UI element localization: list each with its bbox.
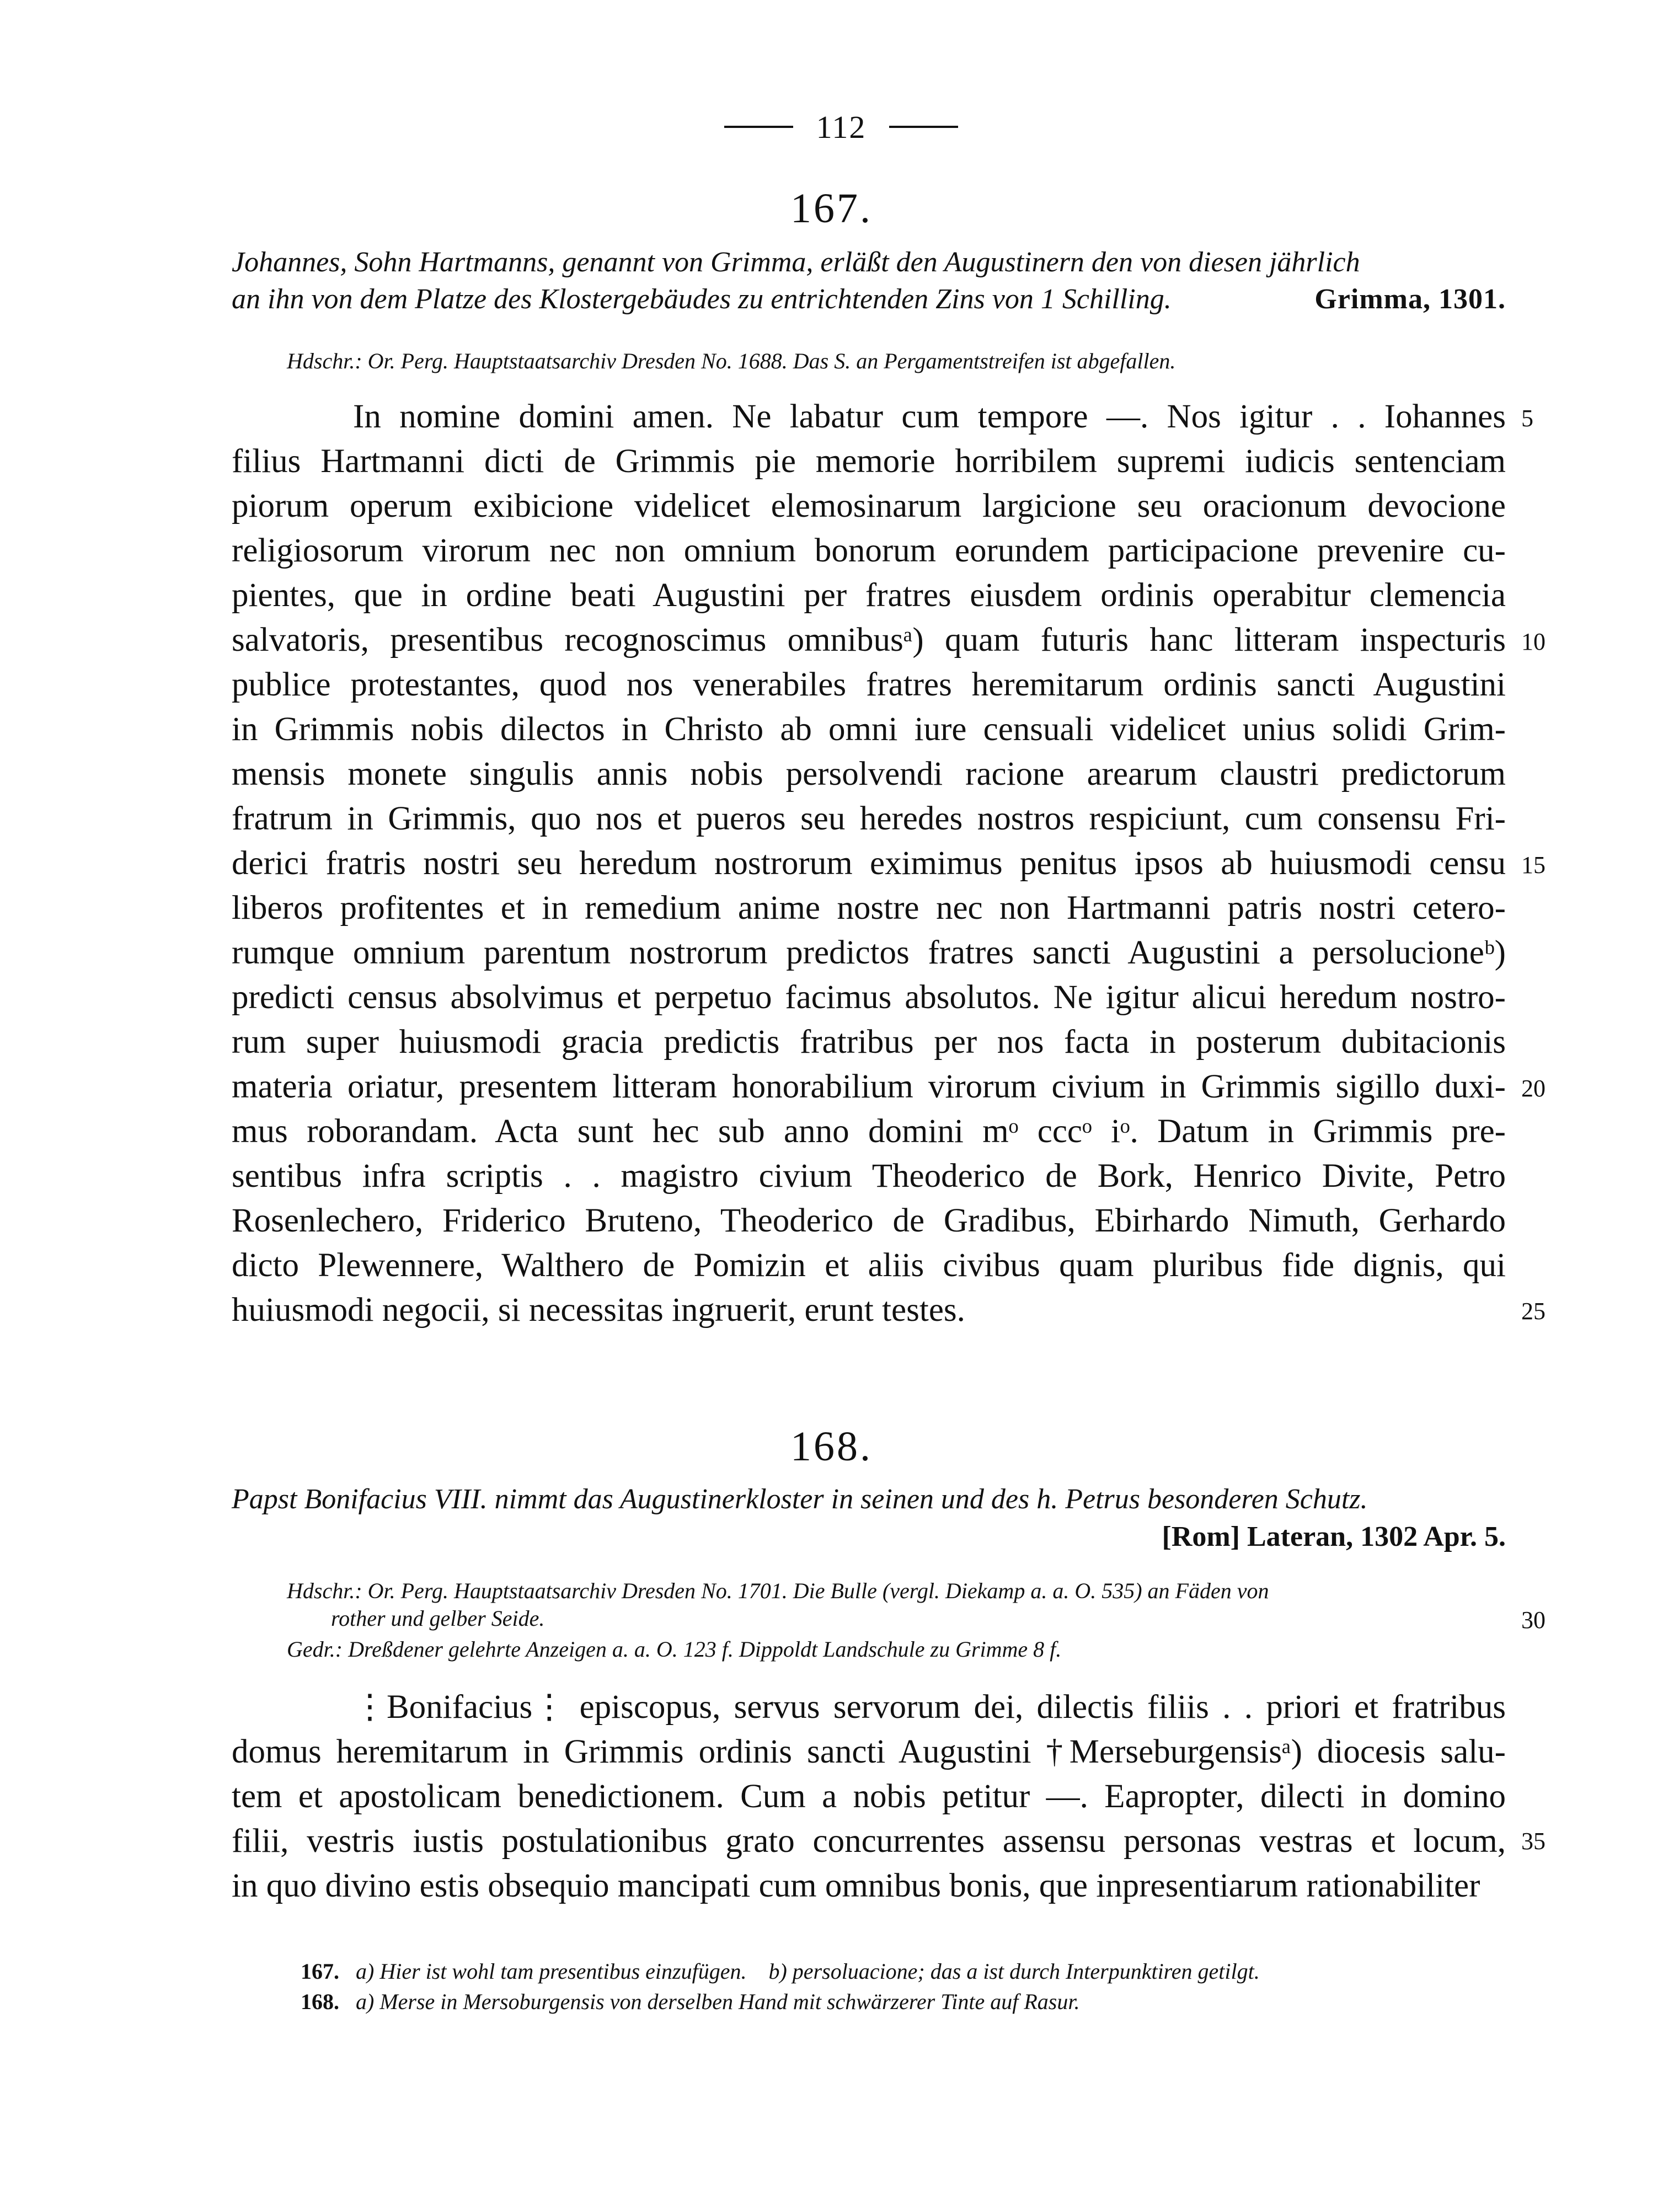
- document-text-168: [232, 1685, 1506, 1908]
- text-line: in Grimmis nobis dilectos in Christo ab omni iure censuali videlicet unius solidi Grim-: [232, 711, 1506, 748]
- line-number-25: 25: [1521, 1298, 1546, 1325]
- text-line: predicti census absolvimus et perpetuo facimus absolutos. Ne igitur alicui heredum nostro-: [232, 979, 1506, 1016]
- source-note-167: Hdschr.: Or. Perg. Hauptstaatsarchiv Dresden No. 1688. Das S. an Pergamentstreifen ist abgefallen.: [287, 349, 1176, 373]
- line-number-15: 15: [1521, 851, 1546, 879]
- text-line: religiosorum virorum nec non omnium bonorum eorundem participacione prevenire cu-: [232, 532, 1506, 569]
- text-line: publice protestantes, quod nos venerabiles fratres heremitarum ordinis sancti Augustini: [232, 666, 1506, 703]
- line-number-30: 30: [1521, 1606, 1546, 1633]
- text-line: mus roborandam. Acta sunt hec sub anno domini mᵒ cccᵒ iᵒ. Datum in Grimmis pre-: [232, 1113, 1506, 1150]
- text-line: derici fratris nostri seu heredum nostrorum eximimus penitus ipsos ab huiusmodi censu: [232, 845, 1506, 882]
- header-rule-left: [724, 126, 793, 128]
- print-note-168: Gedr.: Dreßdener gelehrte Anzeigen a. a. O. 123 f. Dippoldt Landschule zu Grimme 8 f.: [287, 1637, 1062, 1662]
- text-line: piorum operum exibicione videlicet elemosinarum largicione seu oracionum devocione: [232, 488, 1506, 524]
- text-line: pientes, que in ordine beati Augustini per fratres eiusdem ordinis operabitur clemencia: [232, 577, 1506, 614]
- text-line: filius Hartmanni dicti de Grimmis pie memorie horribilem supremi iudicis sentenciam: [232, 443, 1506, 480]
- text-line: domus heremitarum in Grimmis ordinis sancti Augustini †Merseburgensisᵃ) diocesis salu-: [232, 1733, 1506, 1770]
- source-note-168-line-2: rother und gelber Seide.: [331, 1606, 545, 1631]
- regest-167-line-1: Johannes, Sohn Hartmanns, genannt von Grimma, erläßt den Augustinern den von diesen jährlich: [232, 247, 1360, 278]
- line-number-35: 35: [1521, 1828, 1546, 1855]
- dateline-168: [Rom] Lateran, 1302 Apr. 5.: [1162, 1521, 1506, 1552]
- text-line: ⋮Bonifacius⋮ episcopus, servus servorum dei, dilectis filiis . . priori et fratribus: [353, 1689, 1506, 1726]
- footnote-168: [301, 1988, 1514, 2016]
- line-number-5: 5: [1521, 405, 1533, 432]
- text-line: salvatoris, presentibus recognoscimus omnibusᵃ) quam futuris hanc litteram inspecturis: [232, 622, 1506, 658]
- page-number: 112: [816, 109, 867, 145]
- header-rule-right: [889, 126, 958, 128]
- text-line: mensis monete singulis annis nobis persolvendi racione arearum claustri predictorum: [232, 756, 1506, 792]
- regest-167-line-2: an ihn von dem Platze des Klostergebäudes zu entrichtenden Zins von 1 Schilling.: [232, 283, 1172, 315]
- footnote-168-a: a) Merse in Mersoburgensis von derselben Hand mit schwärzerer Tinte auf Rasur.: [356, 1989, 1080, 2014]
- text-line: tem et apostolicam benedictionem. Cum a nobis petitur —. Eapropter, dilecti in domino: [232, 1778, 1506, 1815]
- footnote-168-label: 168.: [301, 1989, 339, 2014]
- document-text-167: [232, 394, 1506, 1332]
- text-line: materia oriatur, presentem litteram honorabilium virorum civium in Grimmis sigillo duxi-: [232, 1068, 1506, 1105]
- text-line: fratrum in Grimmis, quo nos et pueros seu heredes nostros respiciunt, cum consensu Fri-: [232, 800, 1506, 837]
- text-line: in quo divino estis obsequio mancipati cum omnibus bonis, que inpresentiarum rationabiliter: [232, 1867, 1480, 1904]
- source-note-168-line-1: Hdschr.: Or. Perg. Hauptstaatsarchiv Dresden No. 1701. Die Bulle (vergl. Diekamp a. a. O. 535) an Fäden von: [287, 1578, 1269, 1603]
- text-line: rumque omnium parentum nostrorum predictos fratres sancti Augustini a persolucioneᵇ): [232, 934, 1506, 971]
- footnote-167-b: b) persoluacione; das a ist durch Interpunktiren getilgt.: [768, 1959, 1260, 1984]
- regest-167-line-2-row: [232, 281, 1506, 318]
- document-number-168: 168.: [790, 1423, 873, 1470]
- regest-168: Papst Bonifacius VIII. nimmt das Augustinerkloster in seinen und des h. Petrus besonderen Schutz.: [232, 1483, 1368, 1515]
- line-number-20: 20: [1521, 1075, 1546, 1102]
- text-line: rum super huiusmodi gracia predictis fratribus per nos facta in posterum dubitacionis: [232, 1024, 1506, 1061]
- text-line: huiusmodi negocii, si necessitas ingruerit, erunt testes.: [232, 1292, 965, 1329]
- text-line: In nomine domini amen. Ne labatur cum tempore —. Nos igitur . . Iohannes: [353, 398, 1506, 435]
- footnote-167-label: 167.: [301, 1959, 339, 1984]
- text-line: sentibus infra scriptis . . magistro civium Theoderico de Bork, Henrico Divite, Petro: [232, 1158, 1506, 1195]
- footnote-167-a: a) Hier ist wohl tam presentibus einzufügen.: [356, 1959, 747, 1984]
- text-line: Rosenlechero, Friderico Bruteno, Theoderico de Gradibus, Ebirhardo Nimuth, Gerhardo: [232, 1202, 1506, 1239]
- dateline-167: Grimma, 1301.: [1314, 283, 1506, 315]
- text-line: dicto Plewennere, Walthero de Pomizin et aliis civibus quam pluribus fide dignis, qui: [232, 1247, 1506, 1284]
- text-line: liberos profitentes et in remedium anime nostre nec non Hartmanni patris nostri cetero-: [232, 890, 1506, 926]
- text-line: filii, vestris iustis postulationibus grato concurrentes assensu personas vestras et locum,: [232, 1823, 1506, 1860]
- running-head: [712, 110, 971, 143]
- footnote-167: [301, 1958, 1514, 1985]
- document-number-167: 167.: [790, 185, 873, 232]
- line-number-10: 10: [1521, 628, 1546, 655]
